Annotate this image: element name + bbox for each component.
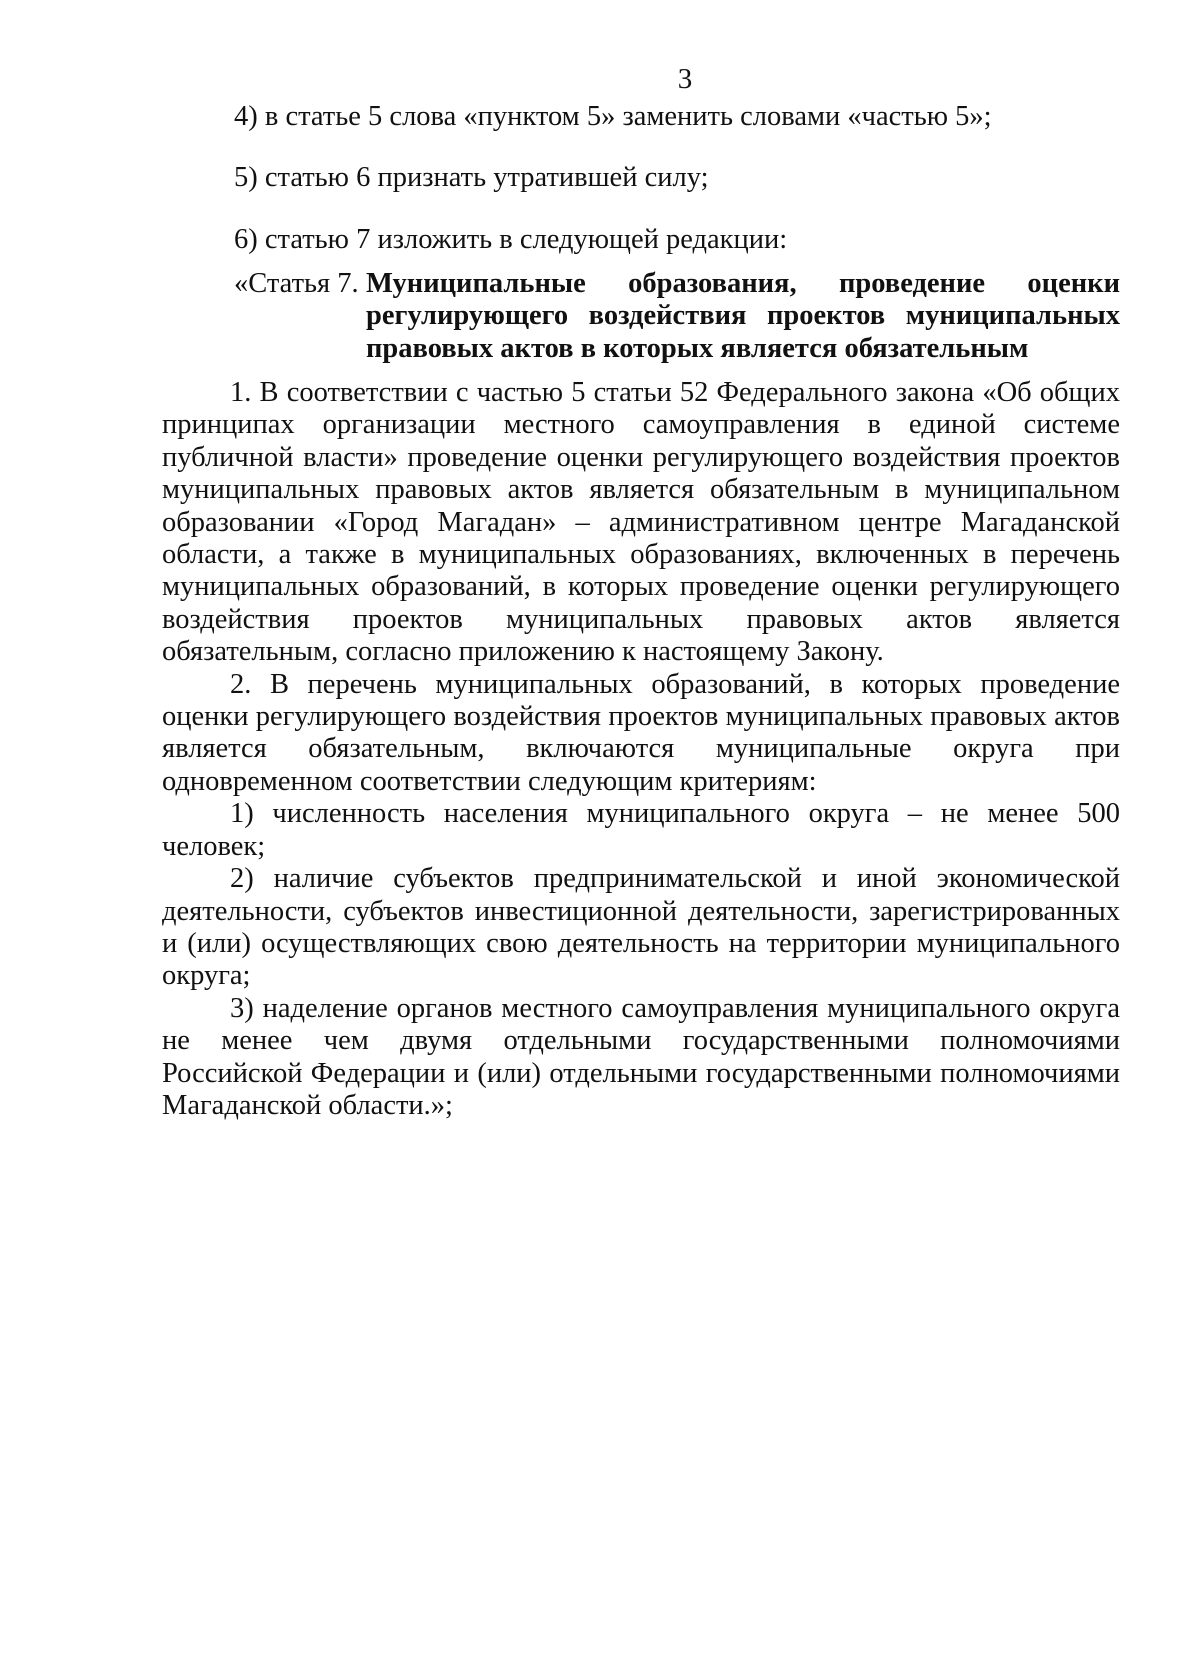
amendment-item-6: 6) статью 7 изложить в следующей редакции:: [234, 224, 788, 255]
criterion-2: 2) наличие субъектов предпринимательской и иной экономической деятельности, субъектов инвестиционной деятельности, зарегистрированных и (или) осуществляющих свою деятельность на территории муниципального округа;: [162, 863, 1120, 992]
page-number: 3: [677, 63, 693, 95]
amendment-item-5: 5) статью 6 признать утратившей силу;: [234, 162, 709, 193]
article-body: [162, 377, 1120, 1122]
article-title: Муниципальные образования, проведение оценки регулирующего воздействия проектов муниципальных правовых актов в которых является обязательным: [366, 268, 1120, 364]
criterion-3: 3) наделение органов местного самоуправления муниципального округа не менее чем двумя отдельными государственными полномочиями Российской Федерации и (или) отдельными государственными полномочиями Магаданской области.»;: [162, 992, 1120, 1121]
criterion-1: 1) численность населения муниципального округа – не менее 500 человек;: [162, 798, 1120, 862]
article-label: «Статья 7.: [234, 268, 359, 299]
paragraph-1: 1. В соответствии с частью 5 статьи 52 Федерального закона «Об общих принципах организации местного самоуправления в единой системе публичной власти» проведение оценки регулирующего воздействия проектов муниципальных правовых актов является обязательным в муниципальном образовании «Город Магадан» – административном центре Магаданской области, а также в муниципальных образованиях, включенных в перечень муниципальных образований, в которых проведение оценки регулирующего воздействия проектов муниципальных правовых актов является обязательным, согласно приложению к настоящему Закону.: [162, 377, 1120, 668]
paragraph-2: 2. В перечень муниципальных образований, в которых проведение оценки регулирующего воздействия проектов муниципальных правовых актов является обязательным, включаются муниципальные округа при одновременном соответствии следующим критериям:: [162, 668, 1120, 797]
amendment-item-4: 4) в статье 5 слова «пунктом 5» заменить словами «частью 5»;: [234, 101, 992, 132]
